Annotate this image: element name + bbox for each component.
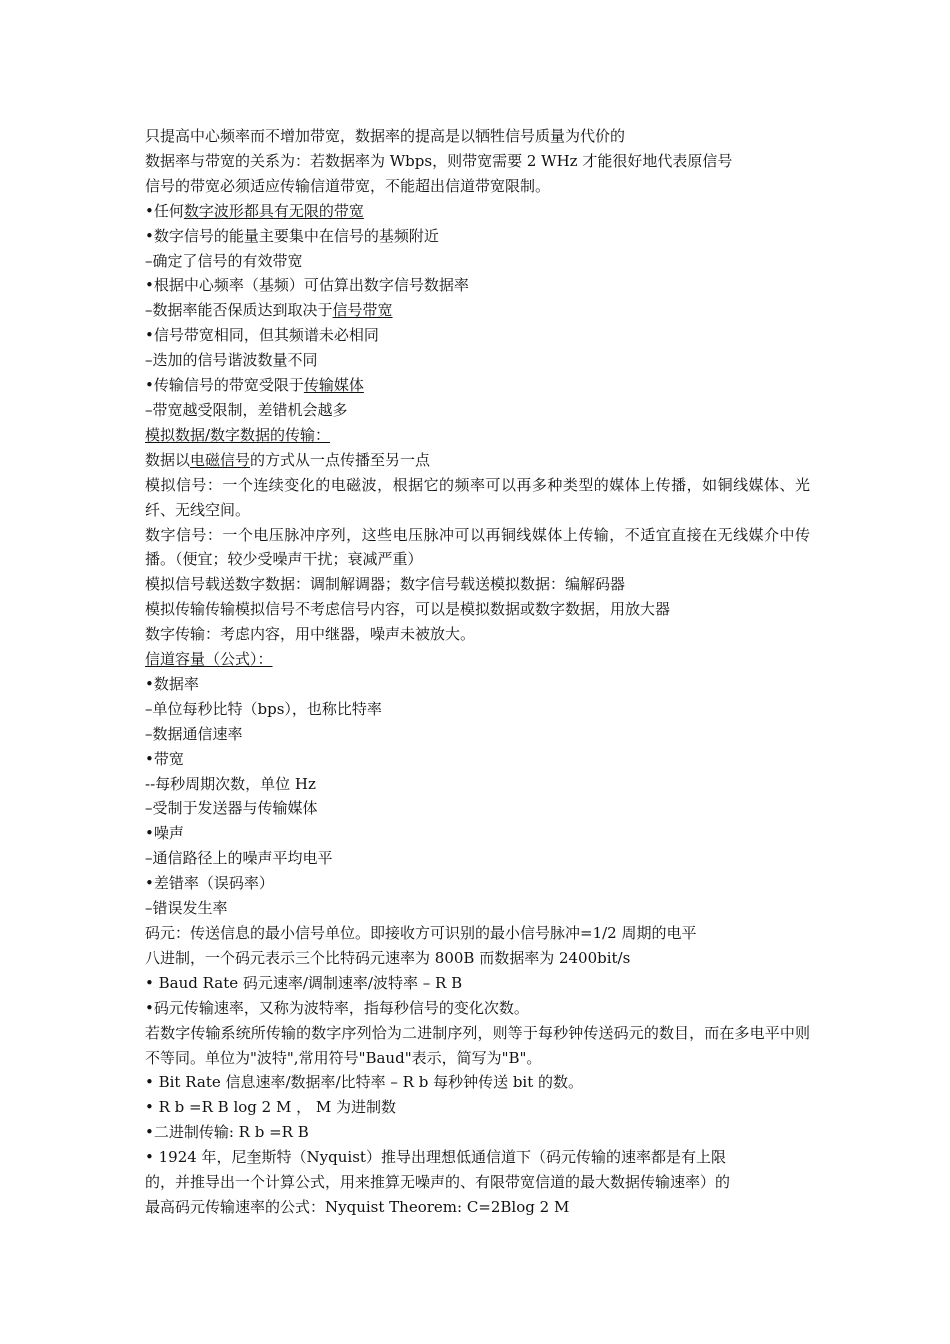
text-line bbox=[145, 871, 810, 896]
text-span: --每秒周期次数，单位 Hz bbox=[145, 774, 316, 793]
text-line bbox=[145, 224, 810, 249]
text-line bbox=[145, 398, 810, 423]
text-line bbox=[145, 298, 810, 323]
text-span: 数字传输：考虑内容，用中继器，噪声未被放大。 bbox=[145, 625, 476, 644]
text-span: –迭加的信号谐波数量不同 bbox=[145, 351, 318, 370]
text-span: –错误发生率 bbox=[145, 899, 228, 918]
text-line bbox=[145, 846, 810, 871]
text-span: 数据以 bbox=[145, 450, 191, 469]
text-line bbox=[145, 647, 810, 672]
text-span: • 1924 年，尼奎斯特（Nyquist）推导出理想低通信道下（码元传输的速率都是有上限 bbox=[145, 1148, 726, 1167]
text-line bbox=[145, 672, 810, 697]
text-line bbox=[145, 323, 810, 348]
text-line bbox=[145, 971, 810, 996]
text-span: •差错率（误码率） bbox=[145, 874, 274, 893]
text-line bbox=[145, 747, 810, 772]
text-span: • Baud Rate 码元速率/调制速率/波特率 – R B bbox=[145, 973, 463, 992]
text-line bbox=[145, 448, 810, 473]
text-span: –数据率能否保质达到取决于 bbox=[145, 301, 333, 320]
text-span: • R b =R B log 2 M ， M 为进制数 bbox=[145, 1098, 397, 1117]
text-span: •数字信号的能量主要集中在信号的基频附近 bbox=[145, 226, 439, 245]
underlined-text: 数字波形都具有无限的带宽 bbox=[183, 201, 364, 220]
text-line bbox=[145, 572, 810, 597]
text-span: •二进制传输: R b =R B bbox=[145, 1123, 309, 1142]
text-span: 若数字传输系统所传输的数字序列恰为二进制序列，则等于每秒钟传送码元的数目，而在多电平中则不等同。单位为"波特",常用符号"Baud"表示，简写为"B"。 bbox=[145, 1023, 810, 1067]
text-line bbox=[145, 1195, 810, 1220]
text-line bbox=[145, 423, 810, 448]
underlined-text: 信号带宽 bbox=[332, 301, 393, 320]
text-span: –确定了信号的有效带宽 bbox=[145, 251, 303, 270]
text-span: •带宽 bbox=[145, 749, 184, 768]
text-span: –单位每秒比特（bps），也称比特率 bbox=[145, 699, 382, 718]
document-body bbox=[145, 124, 810, 1220]
text-span: 信号的带宽必须适应传输信道带宽，不能超出信道带宽限制。 bbox=[145, 176, 551, 195]
text-line bbox=[145, 946, 810, 971]
text-span: 码元：传送信息的最小信号单位。即接收方可识别的最小信号脉冲=1/2 周期的电平 bbox=[145, 924, 697, 942]
text-span: •传输信号的带宽受限于 bbox=[145, 376, 304, 395]
text-span: 数字信号：一个电压脉冲序列，这些电压脉冲可以再铜线媒体上传输，不适宜直接在无线媒介中传播。（便宜；较少受噪声干扰；衰减严重） bbox=[145, 525, 810, 569]
text-span: •根据中心频率（基频）可估算出数字信号数据率 bbox=[145, 276, 469, 295]
text-line bbox=[145, 1120, 810, 1145]
text-line bbox=[145, 199, 810, 224]
text-line bbox=[145, 996, 810, 1021]
text-line bbox=[145, 921, 810, 946]
text-line bbox=[145, 249, 810, 274]
underlined-text: 模拟数据/数字数据的传输： bbox=[145, 425, 331, 444]
text-line bbox=[145, 622, 810, 647]
text-span: 模拟信号载送数字数据：调制解调器；数字信号载送模拟数据：编解码器 bbox=[145, 575, 626, 594]
text-line bbox=[145, 896, 810, 921]
text-line bbox=[145, 697, 810, 722]
text-span: •码元传输速率，又称为波特率，指每秒信号的变化次数。 bbox=[145, 998, 529, 1017]
text-line bbox=[145, 373, 810, 398]
text-line bbox=[145, 124, 810, 149]
text-line bbox=[145, 1070, 810, 1095]
text-span: –通信路径上的噪声平均电平 bbox=[145, 849, 333, 868]
text-line bbox=[145, 772, 810, 797]
text-line bbox=[145, 722, 810, 747]
text-span: 模拟信号：一个连续变化的电磁波，根据它的频率可以再多种类型的媒体上传播，如铜线媒体、光纤、无线空间。 bbox=[145, 475, 810, 519]
text-line bbox=[145, 597, 810, 622]
text-span: 只提高中心频率而不增加带宽，数据率的提高是以牺牲信号质量为代价的 bbox=[145, 127, 626, 145]
text-line bbox=[145, 473, 810, 523]
text-span: •信号带宽相同，但其频谱未必相同 bbox=[145, 326, 379, 345]
text-line bbox=[145, 348, 810, 373]
text-span: •噪声 bbox=[145, 824, 184, 843]
text-span: –受制于发送器与传输媒体 bbox=[145, 799, 318, 818]
text-span: 的，并推导出一个计算公式，用来推算无噪声的、有限带宽信道的最大数据传输速率）的 bbox=[145, 1173, 731, 1192]
text-line bbox=[145, 1170, 810, 1195]
underlined-text: 信道容量（公式）： bbox=[145, 650, 273, 669]
underlined-text: 电磁信号 bbox=[190, 450, 251, 469]
text-span: –数据通信速率 bbox=[145, 724, 243, 743]
text-line bbox=[145, 1145, 810, 1170]
text-line bbox=[145, 273, 810, 298]
underlined-text: 传输媒体 bbox=[303, 376, 364, 395]
text-span: 模拟传输传输模拟信号不考虑信号内容，可以是模拟数据或数字数据，用放大器 bbox=[145, 600, 671, 619]
text-line bbox=[145, 523, 810, 573]
text-span: 八进制，一个码元表示三个比特码元速率为 800B 而数据率为 2400bit/s bbox=[145, 948, 631, 967]
text-line bbox=[145, 149, 810, 174]
text-span: 数据率与带宽的关系为：若数据率为 Wbps，则带宽需要 2 WHz 才能很好地代表原信号 bbox=[145, 151, 733, 170]
text-line bbox=[145, 1021, 810, 1071]
text-span: 的方式从一点传播至另一点 bbox=[250, 450, 431, 469]
text-line bbox=[145, 1095, 810, 1120]
text-span: 最高码元传输速率的公式：Nyquist Theorem: C=2Blog 2 M bbox=[145, 1197, 570, 1216]
text-span: •数据率 bbox=[145, 674, 199, 693]
text-span: • Bit Rate 信息速率/数据率/比特率 – R b 每秒钟传送 bit 的数。 bbox=[145, 1073, 584, 1092]
text-line bbox=[145, 174, 810, 199]
text-line bbox=[145, 821, 810, 846]
text-line bbox=[145, 796, 810, 821]
text-span: •任何 bbox=[145, 201, 184, 220]
text-span: –带宽越受限制，差错机会越多 bbox=[145, 400, 348, 419]
